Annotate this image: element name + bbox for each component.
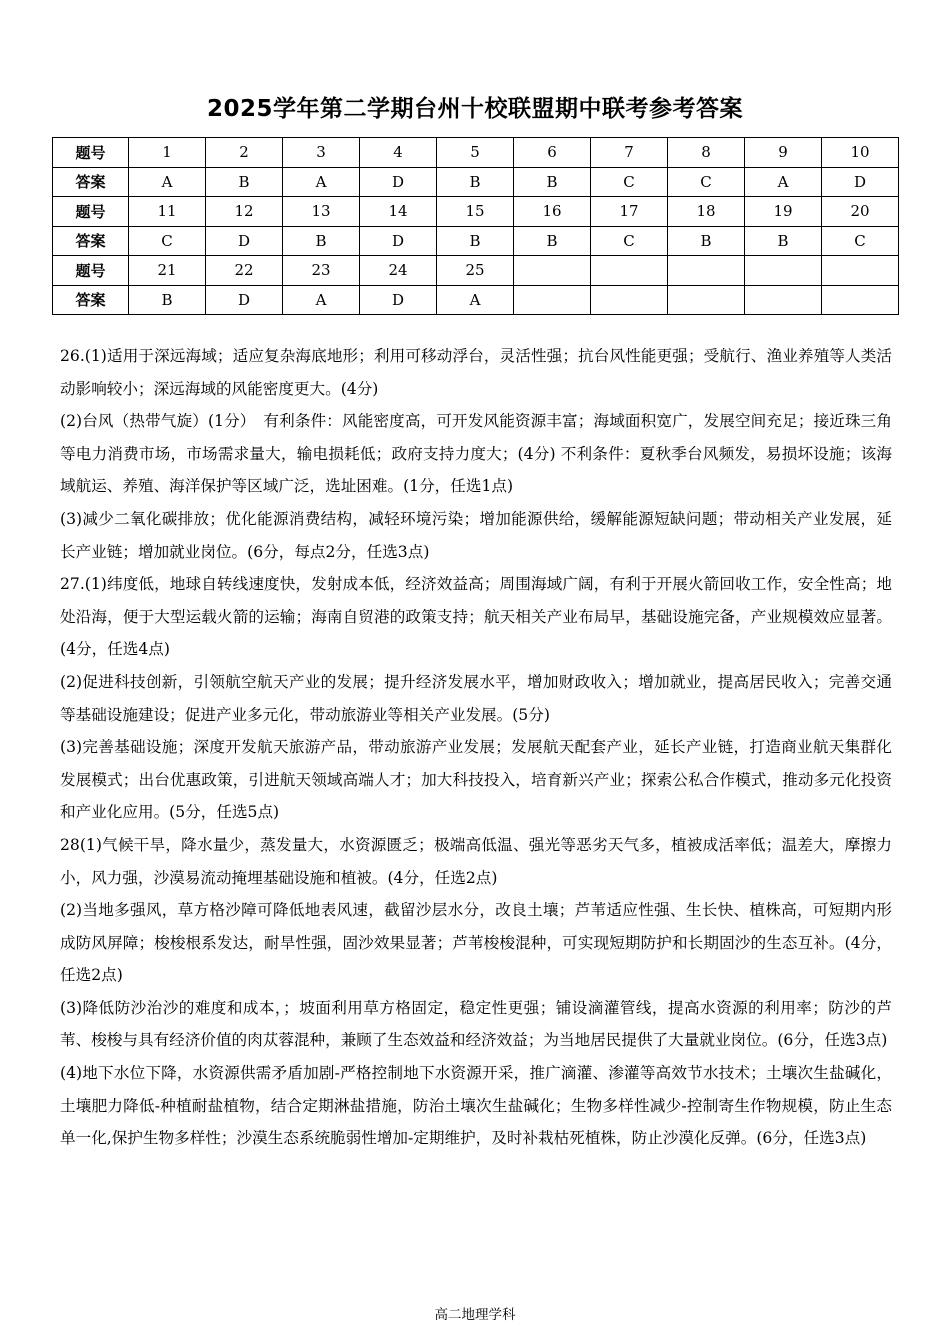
paragraph-27-1: 27.(1)纬度低，地球自转线速度快，发射成本低，经济效益高；周围海域广阔，有利于开展火箭回收工作，安全性高；地处沿海，便于大型运载火箭的运输；海南自贸港的政策支持；航天相关产业布局早，基础设施完备，产业规模效应显著。(4分，任选4点) xyxy=(60,575,892,659)
answer-row xyxy=(53,226,899,256)
answer-cell xyxy=(745,285,822,315)
question-number-cell: 16 xyxy=(514,197,591,227)
paragraph-28-4: (4)地下水位下降，水资源供需矛盾加剧-严格控制地下水资源开采，推广滴灌、渗灌等高效节水技术；土壤次生盐碱化，土壤肥力降低-种植耐盐植物，结合定期淋盐措施，防治土壤次生盐碱化；生物多样性减少-控制寄生作物规模，防止生态单一化,保护生物多样性；沙漠生态系统脆弱性增加-定期维护，及时补栽枯死植株，防止沙漠化反弹。(6分，任选3点) xyxy=(60,1064,892,1148)
page-footer: 高二地理学科 xyxy=(434,1307,516,1323)
answer-cell: D xyxy=(206,226,283,256)
question-number-row-label: 题号 xyxy=(53,138,129,168)
answer-cell: C xyxy=(822,226,899,256)
question-number-cell xyxy=(668,256,745,286)
question-number-cell: 20 xyxy=(822,197,899,227)
answer-cell: B xyxy=(206,167,283,197)
paragraph-26-3: (3)减少二氧化碳排放；优化能源消费结构，减轻环境污染；增加能源供给，缓解能源短缺问题；带动相关产业发展，延长产业链；增加就业岗位。(6分，每点2分，任选3点) xyxy=(60,509,892,561)
question-number-row xyxy=(53,256,899,286)
answer-cell: C xyxy=(668,167,745,197)
answer-cell: B xyxy=(283,226,360,256)
paragraph-27-2: (2)促进科技创新，引领航空航天产业的发展；提升经济发展水平，增加财政收入；增加就业，提高居民收入；完善交通等基础设施建设；促进产业多元化，带动旅游业等相关产业发展。(5分) xyxy=(60,672,892,724)
answer-cell: B xyxy=(514,226,591,256)
answer-cell: B xyxy=(745,226,822,256)
answer-row-label: 答案 xyxy=(53,285,129,315)
question-number-cell: 13 xyxy=(283,197,360,227)
answer-cell: D xyxy=(360,226,437,256)
question-number-cell: 12 xyxy=(206,197,283,227)
question-number-cell: 11 xyxy=(129,197,206,227)
answer-cell: C xyxy=(591,226,668,256)
question-number-cell: 24 xyxy=(360,256,437,286)
answer-cell: A xyxy=(283,285,360,315)
answer-cell xyxy=(668,285,745,315)
answer-explanations xyxy=(60,340,892,1155)
question-number-cell xyxy=(822,256,899,286)
answer-cell: D xyxy=(360,285,437,315)
answer-cell: A xyxy=(437,285,514,315)
paragraph-27-3: (3)完善基础设施；深度开发航天旅游产品，带动旅游产业发展；发展航天配套产业，延长产业链，打造商业航天集群化发展模式；出台优惠政策，引进航天领域高端人才；加大科技投入，培育新兴产业；探索公私合作模式，推动多元化投资和产业化应用。(5分，任选5点) xyxy=(60,738,892,822)
question-number-cell: 23 xyxy=(283,256,360,286)
question-number-cell: 21 xyxy=(129,256,206,286)
question-number-cell: 5 xyxy=(437,138,514,168)
answer-row-label: 答案 xyxy=(53,167,129,197)
question-number-cell: 1 xyxy=(129,138,206,168)
question-number-cell: 4 xyxy=(360,138,437,168)
answer-cell: A xyxy=(283,167,360,197)
question-number-cell xyxy=(745,256,822,286)
paragraph-28-2: (2)当地多强风，草方格沙障可降低地表风速，截留沙层水分，改良土壤；芦苇适应性强、生长快、植株高，可短期内形成防风屏障；梭梭根系发达，耐旱性强，固沙效果显著；芦苇梭梭混种，可实现短期防护和长期固沙的生态互补。(4分，任选2点) xyxy=(60,901,892,985)
question-number-cell: 17 xyxy=(591,197,668,227)
page-title: 2025学年第二学期台州十校联盟期中联考参考答案 xyxy=(206,96,743,122)
answer-cell: D xyxy=(822,167,899,197)
question-number-cell: 6 xyxy=(514,138,591,168)
answer-cell: A xyxy=(745,167,822,197)
question-number-cell xyxy=(514,256,591,286)
answer-cell xyxy=(822,285,899,315)
answer-cell: C xyxy=(591,167,668,197)
question-number-cell: 3 xyxy=(283,138,360,168)
question-number-cell: 25 xyxy=(437,256,514,286)
paragraph-26-1: 26.(1)适用于深远海域；适应复杂海底地形；利用可移动浮台，灵活性强；抗台风性能更强；受航行、渔业养殖等人类活动影响较小；深远海域的风能密度更大。(4分) xyxy=(60,347,892,398)
answer-cell: D xyxy=(206,285,283,315)
question-number-cell: 9 xyxy=(745,138,822,168)
question-number-cell xyxy=(591,256,668,286)
question-number-cell: 7 xyxy=(591,138,668,168)
paragraph-26-2: (2)台风（热带气旋）(1分） 有利条件：风能密度高，可开发风能资源丰富；海域面积宽广，发展空间充足；接近珠三角等电力消费市场，市场需求量大，输电损耗低；政府支持力度大；(4分) 不利条件：夏秋季台风频发，易损坏设施；该海域航运、养殖、海洋保护等区域广泛，选址困难。(1分，任选1点) xyxy=(60,412,892,496)
question-number-cell: 19 xyxy=(745,197,822,227)
answer-cell: D xyxy=(360,167,437,197)
answer-cell xyxy=(591,285,668,315)
question-number-cell: 2 xyxy=(206,138,283,168)
question-number-cell: 8 xyxy=(668,138,745,168)
answer-cell: A xyxy=(129,167,206,197)
answer-row xyxy=(53,285,899,315)
answer-cell: B xyxy=(437,167,514,197)
answer-table xyxy=(52,137,899,315)
question-number-row xyxy=(53,138,899,168)
answer-row-label: 答案 xyxy=(53,226,129,256)
question-number-cell: 18 xyxy=(668,197,745,227)
question-number-cell: 10 xyxy=(822,138,899,168)
paragraph-28-1: 28(1)气候干旱，降水量少，蒸发量大，水资源匮乏；极端高低温、强光等恶劣天气多，植被成活率低；温差大，摩擦力小，风力强，沙漠易流动掩埋基础设施和植被。(4分，任选2点) xyxy=(60,835,892,887)
answer-cell: B xyxy=(514,167,591,197)
answer-cell xyxy=(514,285,591,315)
question-number-cell: 14 xyxy=(360,197,437,227)
question-number-row-label: 题号 xyxy=(53,197,129,227)
question-number-row xyxy=(53,197,899,227)
question-number-row-label: 题号 xyxy=(53,256,129,286)
answer-cell: B xyxy=(668,226,745,256)
answer-row xyxy=(53,167,899,197)
answer-cell: B xyxy=(437,226,514,256)
question-number-cell: 15 xyxy=(437,197,514,227)
paragraph-28-3: (3)降低防沙治沙的难度和成本，；坡面利用草方格固定，稳定性更强；铺设滴灌管线，提高水资源的利用率；防沙的芦苇、梭梭与具有经济价值的肉苁蓉混种，兼顾了生态效益和经济效益；为当地居民提供了大量就业岗位。(6分，任选3点) xyxy=(60,998,892,1050)
answer-cell: B xyxy=(129,285,206,315)
answer-cell: C xyxy=(129,226,206,256)
question-number-cell: 22 xyxy=(206,256,283,286)
